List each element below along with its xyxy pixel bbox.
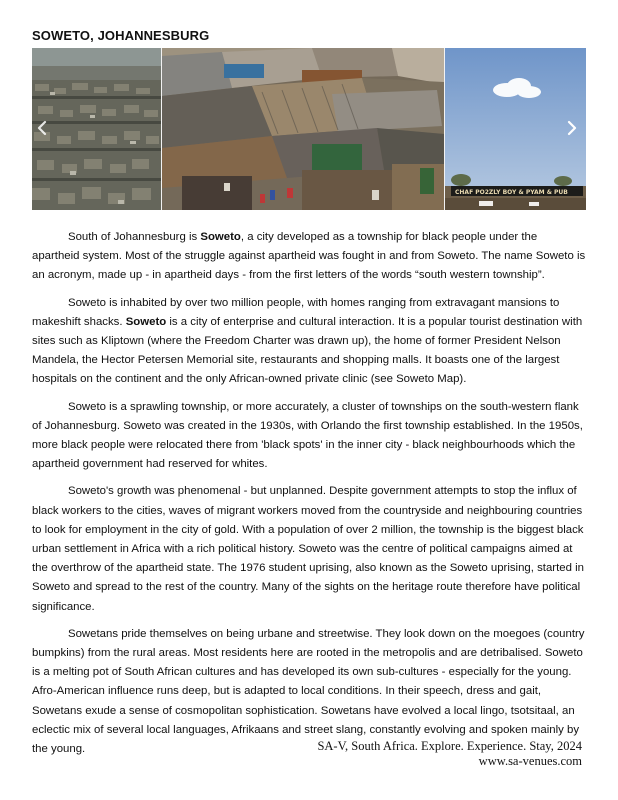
- footer-credit: SA-V, South Africa. Explore. Experience. Stay, 2024: [317, 739, 582, 753]
- article-paragraph-2: Soweto is inhabited by over two million people, with homes ranging from extravagant mansions to makeshift shacks. Soweto is a city of enterprise and cultural interaction. It is a popular tourist destination with sites such as Kliptown (where the Freedom Charter was drawn up), the home of former President Nelson Mandela, the Hector Petersen Memorial site, restaurants and shopping malls. It boasts one of the largest hospitals on the continent and the only African-owned private clinic (see Soweto Map).: [32, 296, 583, 386]
- chevron-right-icon: [567, 120, 577, 136]
- footer-url[interactable]: www.sa-venues.com: [478, 754, 582, 768]
- article-paragraph-3: Soweto is a sprawling township, or more accurately, a cluster of townships on the south-western flank of Johannesburg. Soweto was created in the 1930s, with Orlando the first township established. In the 1950s, more black people were relocated there from 'black spots' in the inner city - black neighbourhoods which the apartheid government had reserved for whites.: [32, 400, 583, 471]
- page-title: SOWETO, JOHANNESBURG: [32, 28, 210, 43]
- page-footer: [317, 739, 582, 769]
- soweto-bold: Soweto: [200, 231, 241, 243]
- article-paragraph-1: South of Johannesburg is Soweto, a city developed as a township for black people under the apartheid system. Most of the struggle against apartheid was fought in and from Soweto. The name Soweto is an acronym, made up - in apartheid days - from the first letters of the words “south western township”.: [32, 231, 586, 282]
- soweto-bold: Soweto: [125, 315, 167, 328]
- shacks-rooftops-photo: [162, 48, 444, 210]
- carousel-prev-button[interactable]: [32, 114, 52, 142]
- article-body: [32, 228, 586, 767]
- article-paragraph-4: Soweto's growth was phenomenal - but unplanned. Despite government attempts to stop the influx of black workers to the cities, waves of migrant workers moved from the countryside and neighbouring countries to look for employment in the city of gold. With a population of over 2 million, the township is the biggest black urban settlement in Africa with a rich political history. Soweto was the centre of political campaigns aimed at the overthrow of the apartheid state. The 1976 student uprising, also known as the Soweto uprising, started in Soweto and spread to the rest of the country. Many of the sights on the heritage route therefore have political significance.: [32, 485, 584, 613]
- sign-text: CHAF PO2ZLY BOY & PYAM & PUB: [455, 189, 568, 196]
- chevron-left-icon: [37, 120, 47, 136]
- article-paragraph-5: Sowetans pride themselves on being urbane and streetwise. They look down on the moegoes (country bumpkins) from the rural areas. Most residents here are rooted in the metropolis and are detribalised. Soweto is a melting pot of South African cultures and has developed its own sub-cultures - especially for the young. Afro-American influence runs deep, but is adapted to local conditions. In their speech, dress and gait, Sowetans exude a sense of cosmopolitan sophistication. Sowetans have evolved a local lingo, tsotsitaal, an eclectic mix of several local languages, Afrikaans and street slang, constantly evolving and spoken mainly by the young.: [32, 627, 585, 756]
- image-carousel[interactable]: [32, 48, 586, 210]
- carousel-next-button[interactable]: [562, 114, 582, 142]
